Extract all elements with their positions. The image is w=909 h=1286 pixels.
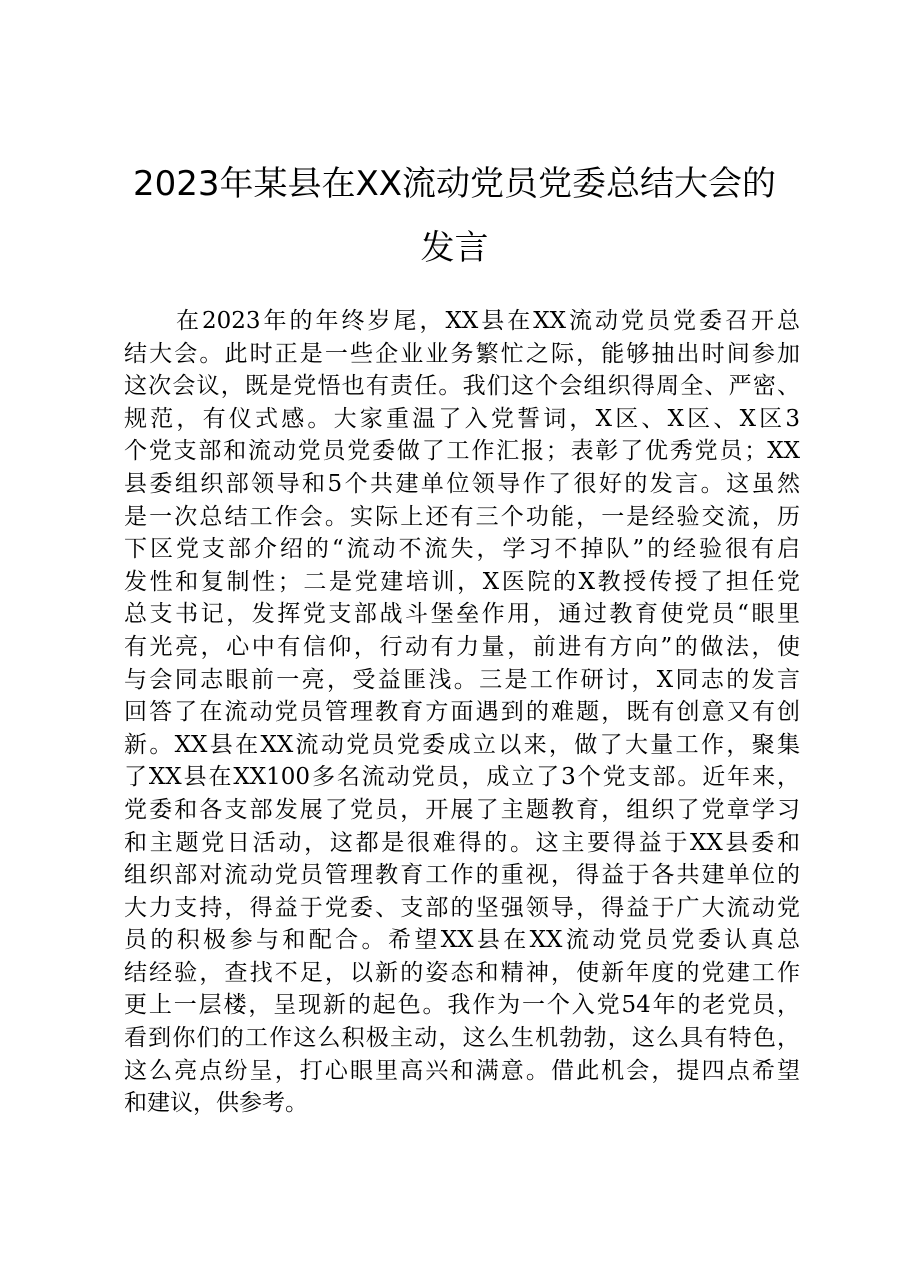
body-line: 和建议，供参考。 — [124, 1090, 308, 1117]
body-line: 了XX县在XX100多名流动党员，成立了3个党支部。近年来， — [124, 764, 800, 791]
body-line: 是一次总结工作会。实际上还有三个功能，一是经验交流，历 — [124, 503, 800, 530]
document-title — [100, 152, 809, 280]
body-line: 下区党支部介绍的“流动不流失，学习不掉队”的经验很有启 — [124, 536, 800, 563]
body-line: 在2023年的年终岁尾，XX县在XX流动党员党委召开总 — [124, 308, 800, 334]
body-line: 总支书记，发挥党支部战斗堡垒作用，通过教育使党员“眼里 — [124, 601, 800, 628]
body-line: 规范，有仪式感。大家重温了入党誓词，X区、X区、X区3 — [124, 405, 800, 432]
body-line: 结经验，查找不足，以新的姿态和精神，使新年度的党建工作 — [124, 959, 800, 986]
title-line: 发言 — [420, 228, 489, 268]
document-body — [124, 305, 800, 1120]
body-line: 发性和复制性；二是党建培训，X医院的X教授传授了担任党 — [124, 568, 800, 595]
body-line: 新。XX县在XX流动党员党委成立以来，做了大量工作，聚集 — [124, 731, 800, 758]
body-line: 这么亮点纷呈，打心眼里高兴和满意。借此机会，提四点希望 — [124, 1057, 800, 1084]
body-line: 看到你们的工作这么积极主动，这么生机勃勃，这么具有特色， — [124, 1025, 800, 1052]
body-line: 个党支部和流动党员党委做了工作汇报；表彰了优秀党员；XX — [124, 438, 800, 465]
body-line: 这次会议，既是党悟也有责任。我们这个会组织得周全、严密、 — [124, 373, 800, 400]
body-line: 和主题党日活动，这都是很难得的。这主要得益于XX县委和 — [124, 829, 800, 856]
body-line: 与会同志眼前一亮，受益匪浅。三是工作研讨，X同志的发言 — [124, 666, 800, 693]
body-line: 更上一层楼，呈现新的起色。我作为一个入党54年的老党员， — [124, 992, 800, 1019]
body-line: 结大会。此时正是一些企业业务繁忙之际，能够抽出时间参加 — [124, 340, 800, 367]
body-line: 组织部对流动党员管理教育工作的重视，得益于各共建单位的 — [124, 862, 800, 889]
body-line: 有光亮，心中有信仰，行动有力量，前进有方向”的做法，使 — [124, 633, 800, 660]
body-line: 大力支持，得益于党委、支部的坚强领导，得益于广大流动党 — [124, 894, 800, 921]
body-line: 员的积极参与和配合。希望XX县在XX流动党员党委认真总 — [124, 927, 800, 954]
body-line: 党委和各支部发展了党员，开展了主题教育，组织了党章学习 — [124, 796, 800, 823]
title-line: 2023年某县在XX流动党员党委总结大会的 — [132, 164, 777, 204]
body-line: 回答了在流动党员管理教育方面遇到的难题，既有创意又有创 — [124, 699, 800, 726]
body-line: 县委组织部领导和5个共建单位领导作了很好的发言。这虽然 — [124, 470, 800, 497]
